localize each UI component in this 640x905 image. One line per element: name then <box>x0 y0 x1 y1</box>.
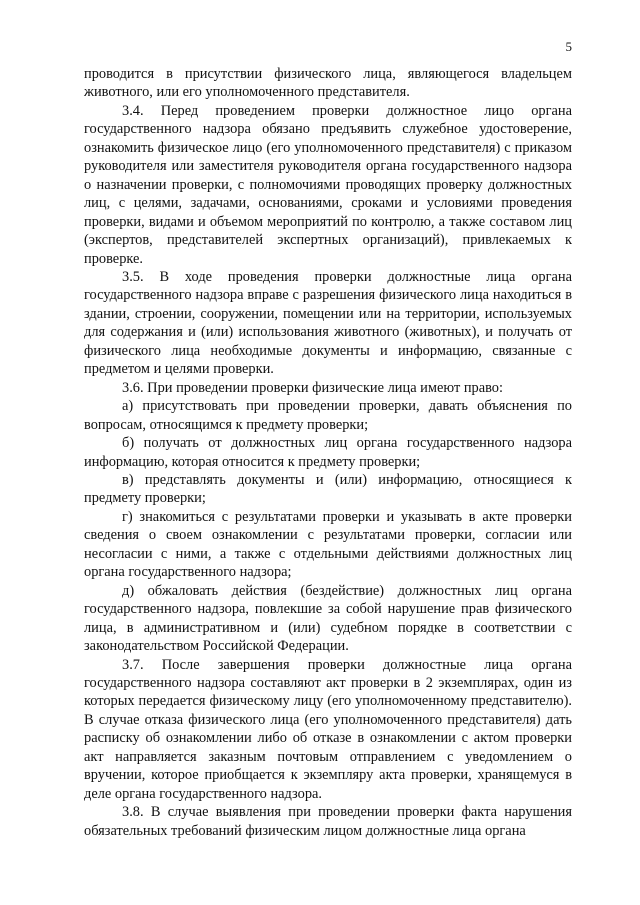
paragraph: 3.6. При проведении проверки физические лица имеют право: <box>122 379 504 396</box>
paragraph: 3.5. В ходе проведения проверки должностные лица органа государственного надзора вправе с разрешения физического лица находиться в здании, строении, сооружении, помещении или на территории, используемых для содержания и (или) использования животного (животных), и получать от физического лица необходимые документы и информацию, связанные с предметом и целями проверки. <box>84 268 572 378</box>
page-number: 5 <box>565 39 572 54</box>
paragraph: д) обжаловать действия (бездействие) должностных лиц органа государственного надзора, повлекшие за собой нарушение прав физического лица, в административном и (или) судебном порядке в соответствии с законодательством Российской Федерации. <box>84 582 572 655</box>
paragraph: 3.7. После завершения проверки должностные лица органа государственного надзора составляют акт проверки в 2 экземплярах, один из которых передается физическому лицу (его уполномоченному представителю). В случае отказа физического лица (его уполномоченного представителя) дать расписку об ознакомлении либо об отказе в ознакомлении с актом проверки акт направляется заказным почтовым отправлением с уведомлением о вручении, которое приобщается к экземпляру акта проверки, хранящемуся в деле органа государственного надзора. <box>84 656 572 802</box>
paragraph: 3.4. Перед проведением проверки должностное лицо органа государственного надзора обязано предъявить служебное удостоверение, ознакомить физическое лицо (его уполномоченного представителя) с приказом руководителя или заместителя руководителя органа государственного надзора о назначении проверки, с полномочиями проводящих проверку должностных лиц, с целями, задачами, основаниями, сроками и условиями проведения проверки, видами и объемом мероприятий по контролю, а также составом лиц (экспертов, представителей экспертных организаций), привлекаемых к проверке. <box>84 102 572 267</box>
paragraph: в) представлять документы и (или) информацию, относящиеся к предмету проверки; <box>84 471 572 507</box>
paragraph: 3.8. В случае выявления при проведении проверки факта нарушения обязательных требований физическим лицом должностные лица органа <box>84 804 572 839</box>
document-body <box>84 65 572 840</box>
paragraph: г) знакомиться с результатами проверки и указывать в акте проверки сведения о своем ознакомлении с результатами проверки, согласии или несогласии с ними, а также с отдельными действиями должностных лиц органа государственного надзора; <box>84 508 572 581</box>
paragraph: а) присутствовать при проведении проверки, давать объяснения по вопросам, относящимся к предмету проверки; <box>84 398 572 433</box>
paragraph: б) получать от должностных лиц органа государственного надзора информацию, которая относится к предмету проверки; <box>84 435 572 470</box>
paragraph: проводится в присутствии физического лица, являющегося владельцем животного, или его уполномоченного представителя. <box>84 66 572 101</box>
